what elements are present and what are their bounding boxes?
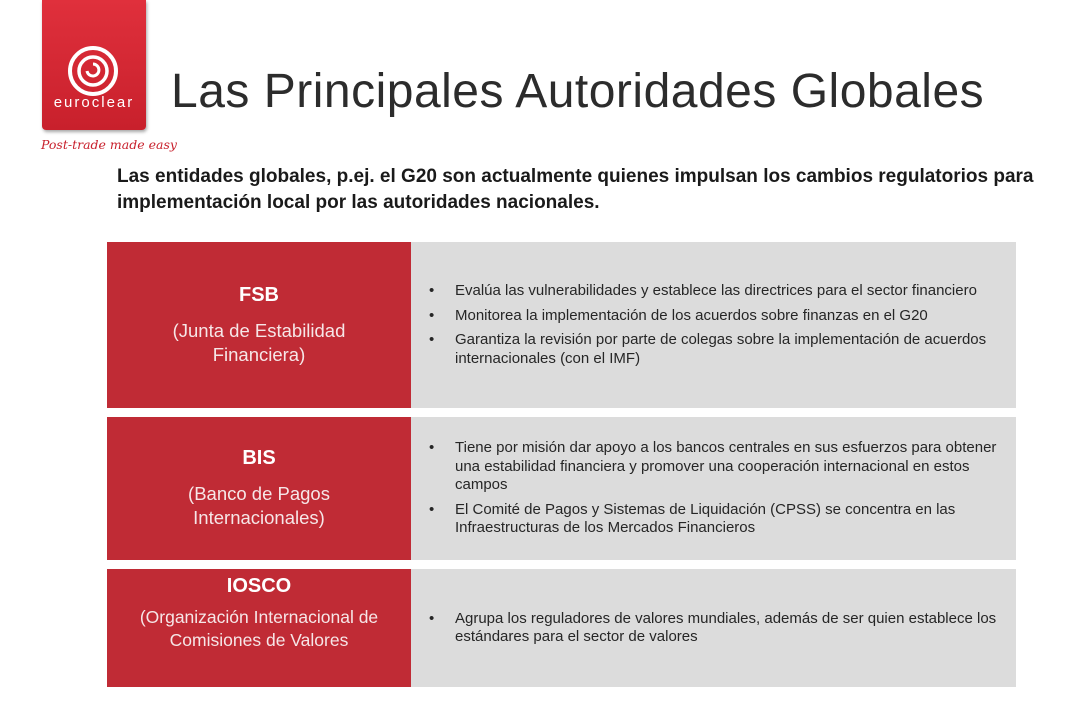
bullet-list bbox=[423, 276, 1006, 374]
authority-row-bis bbox=[107, 417, 1016, 560]
bullet-list bbox=[423, 433, 1006, 544]
list-item: • Monitorea la implementación de los acuerdos sobre finanzas en el G20 bbox=[429, 306, 928, 324]
list-item: • Tiene por misión dar apoyo a los bancos centrales en sus esfuerzos para obtener una estabilidad financiera y promover una cooperación internacional en estos campos bbox=[429, 439, 997, 494]
euroclear-swirl-icon bbox=[62, 40, 124, 102]
authority-row-iosco bbox=[107, 569, 1016, 687]
authority-name-panel bbox=[107, 242, 411, 408]
bullet-icon: • bbox=[429, 500, 435, 518]
bullet-icon: • bbox=[429, 331, 435, 348]
page-title: Las Principales Autoridades Globales bbox=[171, 65, 985, 118]
list-item: • Garantiza la revisión por parte de colegas sobre la implementación de acuerdos internacionales (con el IMF) bbox=[429, 331, 987, 367]
page-subtitle: Las entidades globales, p.ej. el G20 son actualmente quienes impulsan los cambios regulatorios para implementación local por las autoridades nacionales. bbox=[117, 166, 1034, 213]
list-item: • El Comité de Pagos y Sistemas de Liquidación (CPSS) se concentra en las Infraestructuras de los Mercados Financieros bbox=[429, 500, 956, 537]
authority-acronym: IOSCO bbox=[226, 575, 292, 597]
bullet-icon: • bbox=[429, 306, 435, 324]
list-item: • Evalúa las vulnerabilidades y establece las directrices para el sector financiero bbox=[429, 282, 977, 299]
logo-wordmark: euroclear bbox=[53, 94, 135, 111]
authority-description-panel bbox=[411, 569, 1016, 687]
authority-name-panel bbox=[107, 417, 411, 560]
bullet-icon: • bbox=[429, 439, 435, 457]
euroclear-logo bbox=[42, 0, 146, 130]
bullet-icon: • bbox=[429, 609, 435, 627]
authority-name-panel bbox=[107, 569, 411, 687]
bullet-icon: • bbox=[429, 282, 435, 299]
logo-tagline: Post-trade made easy bbox=[41, 137, 177, 152]
authority-description-panel bbox=[411, 242, 1016, 408]
authority-full-name: (Organización Internacional de Comisiones de Valores bbox=[139, 607, 379, 650]
authority-acronym: FSB bbox=[239, 283, 279, 306]
authority-full-name: (Banco de Pagos Internacionales) bbox=[188, 483, 330, 528]
authority-full-name: (Junta de Estabilidad Financiera) bbox=[172, 319, 346, 365]
authority-row-fsb bbox=[107, 242, 1016, 408]
list-item: • Agrupa los reguladores de valores mundiales, además de ser quien establece los estándares para el sector de valores bbox=[429, 609, 997, 645]
authority-description-panel bbox=[411, 417, 1016, 560]
bullet-list bbox=[423, 604, 1006, 653]
authority-acronym: BIS bbox=[242, 447, 276, 469]
